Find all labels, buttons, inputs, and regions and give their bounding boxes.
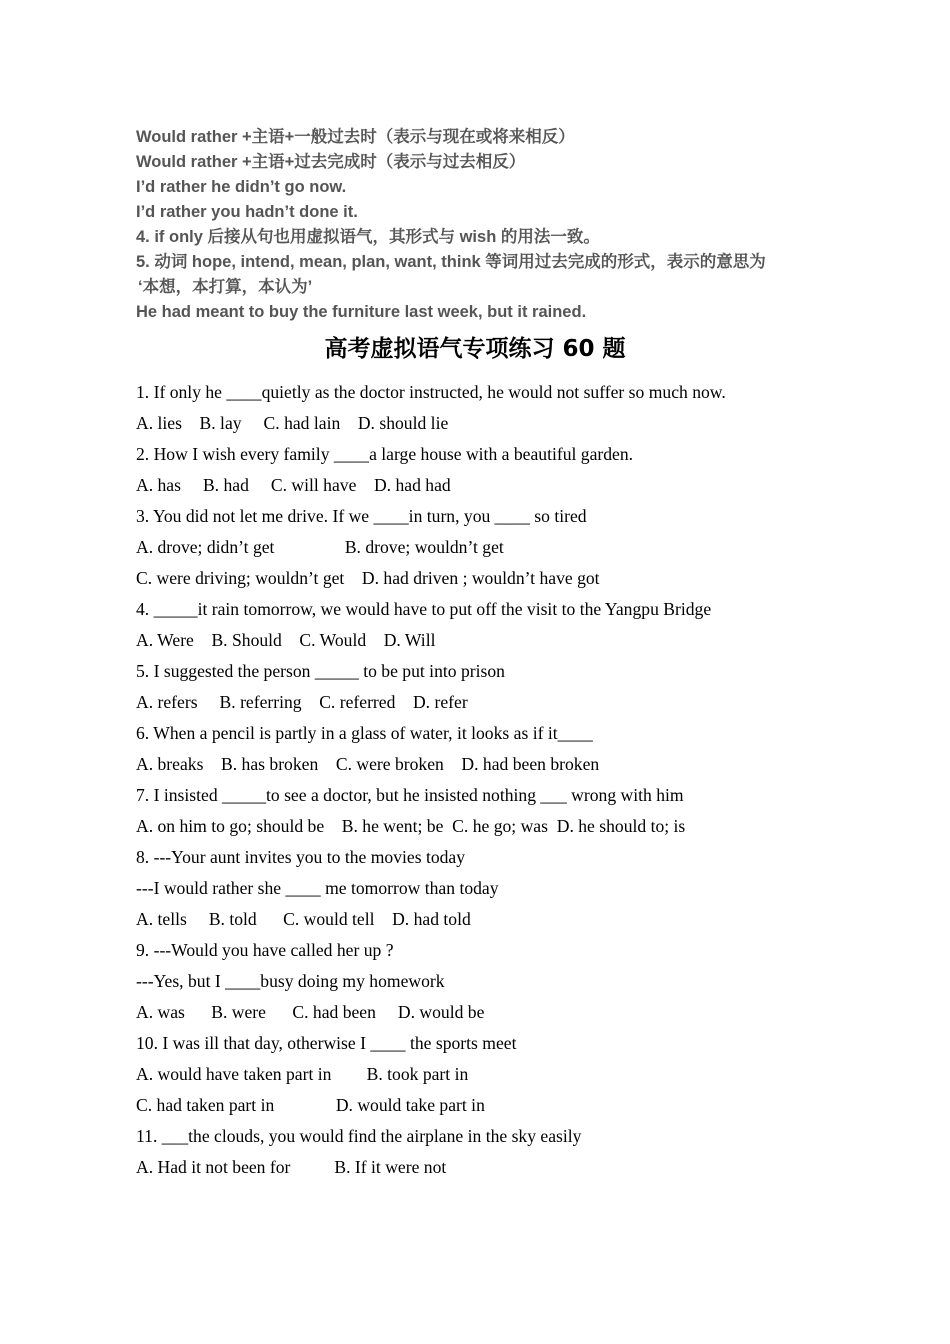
- note-line: He had meant to buy the furniture last week, but it rained.: [136, 303, 587, 321]
- question-line: 4. _____it rain tomorrow, we would have to put off the visit to the Yangpu Bridge: [136, 599, 712, 619]
- question-line: 3. You did not let me drive. If we ____in turn, you ____ so tired: [136, 506, 587, 526]
- question-line: ---Yes, but I ____busy doing my homework: [136, 971, 445, 991]
- question-line: 8. ---Your aunt invites you to the movies today: [136, 847, 466, 867]
- options-line: A. Had it not been for B. If it were not: [136, 1157, 447, 1177]
- note-line: I’d rather he didn’t go now.: [136, 178, 347, 196]
- question-line: 11. ___the clouds, you would find the airplane in the sky easily: [136, 1126, 582, 1146]
- note-line: 5. 动词 hope, intend, mean, plan, want, think 等词用过去完成的形式，表示的意思为: [136, 253, 766, 271]
- options-line: A. refers B. referring C. referred D. refer: [136, 692, 468, 712]
- question-line: 2. How I wish every family ____a large house with a beautiful garden.: [136, 444, 634, 464]
- options-line: C. had taken part in D. would take part in: [136, 1095, 485, 1115]
- exercise-list: [136, 377, 836, 1183]
- note-line: I’d rather you hadn’t done it.: [136, 203, 358, 221]
- question-line: 10. I was ill that day, otherwise I ____ the sports meet: [136, 1033, 517, 1053]
- question-line: 6. When a pencil is partly in a glass of water, it looks as if it____: [136, 723, 593, 743]
- question-line: 5. I suggested the person _____ to be put into prison: [136, 661, 505, 681]
- question-line: 1. If only he ____quietly as the doctor instructed, he would not suffer so much now.: [136, 382, 726, 402]
- options-line: A. drove; didn’t get B. drove; wouldn’t get: [136, 537, 504, 557]
- options-line: A. was B. were C. had been D. would be: [136, 1002, 485, 1022]
- options-line: C. were driving; wouldn’t get D. had driven ; wouldn’t have got: [136, 568, 600, 588]
- options-line: A. tells B. told C. would tell D. had told: [136, 909, 471, 929]
- options-line: A. would have taken part in B. took part in: [136, 1064, 469, 1084]
- options-line: A. lies B. lay C. had lain D. should lie: [136, 413, 449, 433]
- options-line: A. Were B. Should C. Would D. Will: [136, 630, 436, 650]
- question-line: 7. I insisted _____to see a doctor, but he insisted nothing ___ wrong with him: [136, 785, 684, 805]
- options-line: A. breaks B. has broken C. were broken D. had been broken: [136, 754, 600, 774]
- options-line: A. has B. had C. will have D. had had: [136, 475, 451, 495]
- note-line: Would rather +主语+一般过去时（表示与现在或将来相反）: [136, 128, 575, 146]
- page-title: 高考虚拟语气专项练习 60 题: [324, 336, 626, 362]
- options-line: A. on him to go; should be B. he went; be C. he go; was D. he should to; is: [136, 816, 686, 836]
- grammar-notes: [136, 125, 836, 325]
- note-line: Would rather +主语+过去完成时（表示与过去相反）: [136, 153, 526, 171]
- note-line: 4. if only 后接从句也用虚拟语气，其形式与 wish 的用法一致。: [136, 228, 600, 246]
- question-line: 9. ---Would you have called her up ?: [136, 940, 394, 960]
- question-line: ---I would rather she ____ me tomorrow than today: [136, 878, 499, 898]
- note-line: ‘本想，本打算，本认为’: [138, 278, 313, 296]
